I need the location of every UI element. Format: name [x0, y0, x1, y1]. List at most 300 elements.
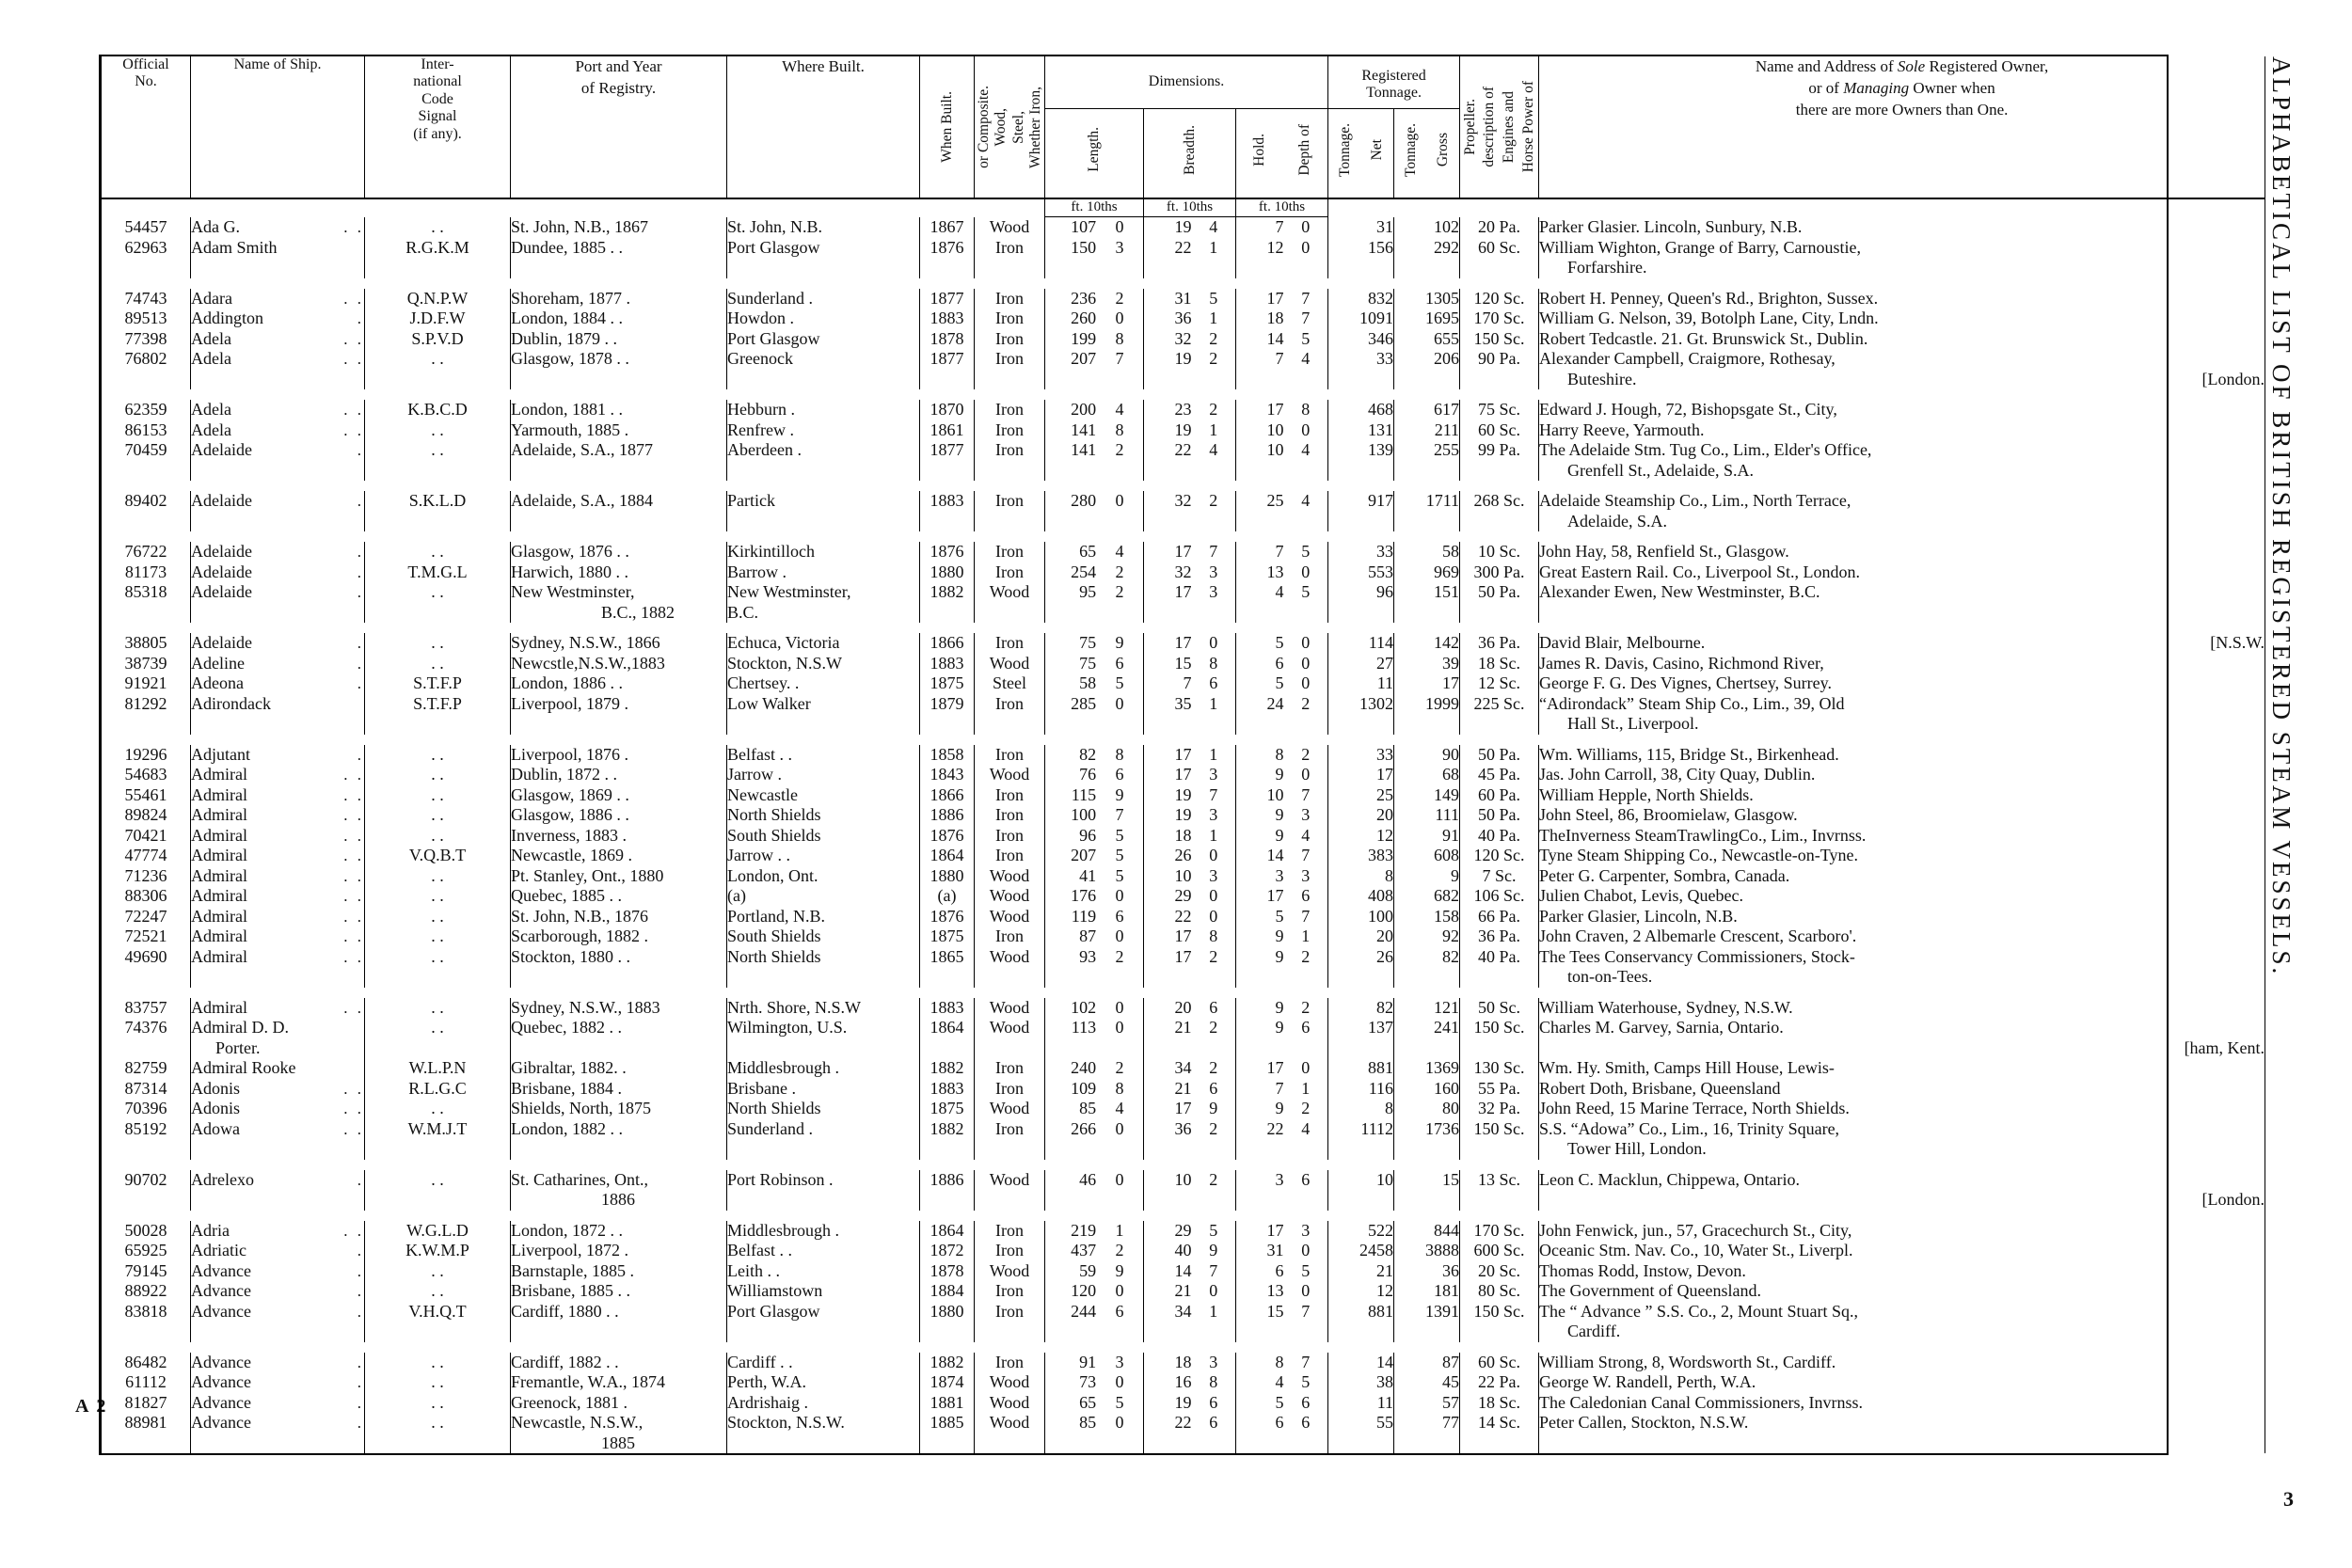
cell-port-of-registry: Newcastle, 1869 . [511, 846, 727, 866]
table-row[interactable] [102, 1281, 2265, 1302]
cell-code-signal: . . [365, 998, 511, 1019]
table-row[interactable] [102, 998, 2265, 1019]
owner-text: Buteshire. [1567, 369, 1637, 388]
header-breadth-text: Breadth. [1181, 124, 1198, 175]
header-owner-line1 [1539, 56, 2265, 78]
cell-horse-power: 22 Pa. [1460, 1372, 1539, 1393]
cell-depth [1236, 309, 1328, 329]
cell-owner [1539, 491, 2265, 512]
cell-material: Wood [975, 654, 1045, 674]
table-row[interactable] [102, 714, 2265, 735]
table-row[interactable] [102, 1058, 2265, 1079]
cell-length-ft: 107 [1071, 217, 1097, 236]
cell-material: Steel [975, 673, 1045, 694]
cell-depth-ft: 17 [1266, 886, 1284, 905]
header-owner-l1c: Registered Owner, [1925, 57, 2049, 75]
cell-breadth [1144, 1221, 1236, 1242]
ship-name-leader-dots: . . [343, 217, 364, 236]
cell-owner [1539, 461, 2265, 482]
cell-depth-ft: 10 [1266, 440, 1284, 459]
ship-name-text: Adeline [191, 653, 245, 673]
cell-official-no: 47774 [102, 846, 191, 866]
cell-net-tonnage: 33 [1328, 542, 1394, 562]
owner-catchword: [London. [2201, 369, 2265, 388]
cell-where-built: Jarrow . [727, 765, 920, 785]
cell-breadth-ft: 19 [1174, 217, 1192, 236]
table-row[interactable] [102, 1190, 2265, 1211]
cell-where-built [727, 1190, 920, 1211]
cell-breadth-tenths: 0 [1209, 633, 1218, 652]
header-length [1045, 109, 1144, 198]
table-row[interactable] [102, 1302, 2265, 1323]
owner-catchword: [N.S.W. [2210, 633, 2265, 652]
cell-breadth-tenths: 2 [1209, 946, 1218, 966]
table-row[interactable] [102, 927, 2265, 947]
cell-material: Iron [975, 1241, 1045, 1261]
cell-net-tonnage: 2458 [1328, 1241, 1394, 1261]
cell-depth-ft: 24 [1266, 693, 1284, 713]
cell-owner [1539, 400, 2265, 420]
cell-material: Iron [975, 1221, 1045, 1242]
cell-breadth-tenths: 7 [1209, 542, 1218, 561]
table-row[interactable] [102, 289, 2265, 309]
owner-text: S.S. “Adowa” Co., Lim., 16, Trinity Square, [1539, 1118, 1840, 1138]
cell-where-built: Port Glasgow [727, 1302, 920, 1323]
table-row[interactable] [102, 805, 2265, 826]
header-horse-power [1460, 56, 1539, 198]
ship-name-text: Adjutant [191, 744, 250, 764]
cell-horse-power: 300 Pa. [1460, 562, 1539, 583]
cell-material [975, 1139, 1045, 1160]
cell-gross-tonnage: 102 [1394, 217, 1460, 238]
cell-breadth-tenths: 2 [1209, 349, 1218, 368]
table-row[interactable] [102, 1018, 2265, 1038]
table-row[interactable] [102, 309, 2265, 329]
cell-when-built: 1864 [920, 1221, 975, 1242]
cell-owner [1539, 1099, 2265, 1119]
table-row[interactable] [102, 633, 2265, 654]
cell-official-no [102, 258, 191, 278]
table-row[interactable] [102, 1322, 2265, 1342]
cell-code-signal [365, 714, 511, 735]
cell-material [975, 461, 1045, 482]
cell-where-built: Wilmington, U.S. [727, 1018, 920, 1038]
cell-gross-tonnage: 45 [1394, 1372, 1460, 1393]
owner-text: ton-on-Tees. [1567, 967, 1653, 986]
table-row[interactable] [102, 512, 2265, 532]
cell-length-tenths: 0 [1115, 1018, 1124, 1037]
owner-text: The Government of Queensland. [1539, 1281, 1761, 1300]
cell-when-built: 1858 [920, 745, 975, 766]
header-port-line1: Port and Year [575, 57, 662, 75]
cell-ship-name [191, 258, 365, 278]
cell-code-signal: . . [365, 907, 511, 927]
table-row[interactable] [102, 1119, 2265, 1140]
table-row[interactable] [102, 258, 2265, 278]
cell-code-signal: . . [365, 654, 511, 674]
table-row[interactable] [102, 461, 2265, 482]
ship-name-leader-dots: . . [343, 1221, 364, 1240]
cell-depth [1236, 512, 1328, 532]
cell-depth [1236, 603, 1328, 624]
header-owner-l2b: Managing [1843, 78, 1910, 97]
ship-name-text: Advance [191, 1301, 251, 1321]
cell-material: Wood [975, 765, 1045, 785]
cell-net-tonnage: 1091 [1328, 309, 1394, 329]
cell-when-built: 1875 [920, 673, 975, 694]
cell-where-built: Barrow . [727, 562, 920, 583]
cell-material: Wood [975, 1170, 1045, 1191]
cell-port-of-registry: London, 1886 . . [511, 673, 727, 694]
cell-length [1045, 1079, 1144, 1100]
cell-length-tenths: 9 [1115, 1260, 1124, 1280]
cell-depth-tenths: 4 [1301, 440, 1311, 459]
table-row[interactable] [102, 420, 2265, 441]
cell-where-built: (a) [727, 886, 920, 907]
header-hp-line1: Horse Power of [1519, 81, 1536, 173]
header-owner-l2a: or of [1808, 78, 1844, 97]
table-row[interactable] [102, 238, 2265, 259]
cell-breadth [1144, 1322, 1236, 1342]
cell-net-tonnage [1328, 258, 1394, 278]
cell-when-built: 1872 [920, 1241, 975, 1261]
owner-text: Wm. Hy. Smith, Camps Hill House, Lewis- [1539, 1058, 1835, 1077]
cell-length [1045, 765, 1144, 785]
spacer-cell [102, 389, 2265, 400]
cell-material: Wood [975, 582, 1045, 603]
cell-breadth-tenths: 0 [1209, 1281, 1218, 1300]
table-row[interactable] [102, 1170, 2265, 1191]
cell-owner [1539, 1413, 2265, 1433]
cell-length [1045, 1433, 1144, 1454]
cell-material [975, 1433, 1045, 1454]
cell-material [975, 512, 1045, 532]
cell-owner [1539, 1281, 2265, 1302]
table-row[interactable] [102, 947, 2265, 968]
cell-breadth [1144, 846, 1236, 866]
cell-depth-tenths: 3 [1301, 805, 1311, 824]
table-row[interactable] [102, 491, 2265, 512]
cell-gross-tonnage [1394, 1190, 1460, 1211]
table-row[interactable] [102, 1433, 2265, 1454]
cell-breadth-tenths: 8 [1209, 927, 1218, 945]
cell-code-signal: R.G.K.M [365, 238, 511, 259]
cell-breadth-ft: 17 [1174, 633, 1192, 652]
cell-depth-tenths: 0 [1301, 1281, 1311, 1300]
table-row[interactable] [102, 745, 2265, 766]
cell-gross-tonnage [1394, 967, 1460, 988]
cell-breadth-tenths: 3 [1209, 865, 1218, 885]
cell-length-tenths: 0 [1115, 491, 1124, 510]
cell-length-ft: 75 [1079, 653, 1097, 673]
cell-where-built: Echuca, Victoria [727, 633, 920, 654]
cell-gross-tonnage [1394, 461, 1460, 482]
spacer-row [102, 1211, 2265, 1221]
cell-breadth [1144, 542, 1236, 562]
cell-when-built: 1876 [920, 907, 975, 927]
cell-breadth [1144, 785, 1236, 806]
cell-horse-power: 75 Sc. [1460, 400, 1539, 420]
table-row[interactable] [102, 329, 2265, 350]
cell-when-built: 1882 [920, 1353, 975, 1373]
table-row[interactable] [102, 785, 2265, 806]
ship-name-text: Adonis [191, 1078, 241, 1098]
cell-length-ft: 59 [1079, 1260, 1097, 1280]
cell-depth [1236, 947, 1328, 968]
cell-length [1045, 1099, 1144, 1119]
table-row[interactable] [102, 542, 2265, 562]
cell-official-no: 50028 [102, 1221, 191, 1242]
cell-length-tenths: 2 [1115, 582, 1124, 601]
cell-owner [1539, 1302, 2265, 1323]
table-row[interactable] [102, 1413, 2265, 1433]
header-material [975, 56, 1045, 198]
header-when-built [920, 56, 975, 198]
cell-horse-power: 60 Sc. [1460, 420, 1539, 441]
table-row[interactable] [102, 603, 2265, 624]
cell-net-tonnage: 114 [1328, 633, 1394, 654]
cell-depth-tenths: 0 [1301, 1058, 1311, 1077]
cell-length [1045, 745, 1144, 766]
cell-port-of-registry: Cardiff, 1882 . . [511, 1353, 727, 1373]
cell-depth-ft: 6 [1275, 1413, 1284, 1432]
cell-breadth-ft: 29 [1174, 886, 1192, 905]
cell-ship-name [191, 1058, 365, 1079]
table-row[interactable] [102, 582, 2265, 603]
cell-code-signal: K.W.M.P [365, 1241, 511, 1261]
cell-port-of-registry: London, 1881 . . [511, 400, 727, 420]
cell-net-tonnage: 12 [1328, 1281, 1394, 1302]
table-row[interactable] [102, 654, 2265, 674]
cell-ship-name [191, 1353, 365, 1373]
spacer-row [102, 988, 2265, 998]
cell-owner [1539, 998, 2265, 1019]
cell-ship-name [191, 217, 365, 238]
cell-code-signal: V.H.Q.T [365, 1302, 511, 1323]
table-row[interactable] [102, 765, 2265, 785]
cell-material: Wood [975, 947, 1045, 968]
ship-name-text: Adelaide [191, 542, 252, 561]
cell-gross-tonnage: 160 [1394, 1079, 1460, 1100]
cell-depth-tenths: 2 [1301, 946, 1311, 966]
table-row[interactable] [102, 1241, 2265, 1261]
cell-breadth-tenths: 7 [1209, 1260, 1218, 1280]
cell-breadth-tenths: 6 [1209, 1078, 1218, 1098]
cell-net-tonnage: 881 [1328, 1058, 1394, 1079]
spacer-row [102, 389, 2265, 400]
cell-depth-ft: 9 [1275, 1018, 1284, 1037]
cell-breadth-ft: 32 [1174, 328, 1192, 348]
owner-text: George W. Randell, Perth, W.A. [1539, 1372, 1756, 1391]
cell-depth [1236, 1099, 1328, 1119]
cell-where-built [727, 461, 920, 482]
table-row[interactable] [102, 1353, 2265, 1373]
cell-gross-tonnage: 206 [1394, 349, 1460, 370]
cell-breadth [1144, 745, 1236, 766]
cell-length [1045, 886, 1144, 907]
cell-code-signal [365, 603, 511, 624]
cell-code-signal [365, 1038, 511, 1059]
cell-owner [1539, 440, 2265, 461]
ship-name-text: Adowa [191, 1118, 240, 1138]
cell-ship-name [191, 846, 365, 866]
table-row[interactable] [102, 1221, 2265, 1242]
table-row[interactable] [102, 1038, 2265, 1059]
table-row[interactable] [102, 886, 2265, 907]
cell-length-tenths: 0 [1115, 1413, 1124, 1432]
cell-official-no: 72521 [102, 927, 191, 947]
cell-owner [1539, 1190, 2265, 1211]
cell-depth [1236, 1190, 1328, 1211]
cell-breadth-ft: 18 [1174, 825, 1192, 845]
owner-text: William Waterhouse, Sydney, N.S.W. [1539, 997, 1793, 1017]
ship-name-leader-dots: . . [343, 826, 364, 845]
cell-official-no: 81827 [102, 1393, 191, 1414]
table-row[interactable] [102, 967, 2265, 988]
cell-depth-tenths: 4 [1301, 1118, 1311, 1138]
ship-name-leader-dots: . [357, 1261, 364, 1280]
cell-when-built: 1880 [920, 866, 975, 887]
cell-length [1045, 1221, 1144, 1242]
cell-code-signal [365, 1322, 511, 1342]
cell-when-built: 1880 [920, 562, 975, 583]
table-row[interactable] [102, 217, 2265, 238]
owner-text: Edward J. Hough, 72, Bishopsgate St., City, [1539, 400, 1837, 419]
table-row[interactable] [102, 1099, 2265, 1119]
cell-owner [1539, 542, 2265, 562]
cell-breadth [1144, 1413, 1236, 1433]
cell-owner [1539, 654, 2265, 674]
cell-length-ft: 46 [1079, 1169, 1097, 1189]
cell-horse-power: 170 Sc. [1460, 1221, 1539, 1242]
cell-official-no: 74743 [102, 289, 191, 309]
table-row[interactable] [102, 846, 2265, 866]
cell-depth-tenths: 5 [1301, 582, 1311, 601]
cell-horse-power [1460, 1038, 1539, 1059]
cell-material: Iron [975, 694, 1045, 715]
cell-ship-name [191, 512, 365, 532]
cell-horse-power: 40 Pa. [1460, 826, 1539, 847]
header-owner-line3: there are more Owners than One. [1795, 100, 2009, 119]
cell-ship-name [191, 654, 365, 674]
ship-name-leader-dots: . . [343, 1119, 364, 1138]
cell-depth-ft: 17 [1266, 1220, 1284, 1240]
table-row[interactable] [102, 400, 2265, 420]
ship-name-text: Advance [191, 1372, 251, 1391]
cell-port-of-registry: Scarborough, 1882 . [511, 927, 727, 947]
cell-depth [1236, 1170, 1328, 1191]
table-row[interactable] [102, 907, 2265, 927]
cell-length-tenths: 2 [1115, 1241, 1124, 1259]
cell-code-signal: W.G.L.D [365, 1221, 511, 1242]
ship-name-text: Admiral [191, 846, 247, 864]
cell-gross-tonnage: 149 [1394, 785, 1460, 806]
table-row[interactable] [102, 1261, 2265, 1282]
cell-breadth [1144, 1099, 1236, 1119]
table-row[interactable] [102, 826, 2265, 847]
table-row[interactable] [102, 349, 2265, 370]
table-row[interactable] [102, 673, 2265, 694]
owner-text: Alexander Campbell, Craigmore, Rothesay, [1539, 349, 1836, 368]
cell-length-ft: 95 [1079, 582, 1097, 601]
cell-net-tonnage: 26 [1328, 947, 1394, 968]
cell-official-no: 88306 [102, 886, 191, 907]
cell-breadth [1144, 309, 1236, 329]
cell-breadth [1144, 998, 1236, 1019]
cell-depth-tenths: 0 [1301, 420, 1311, 439]
cell-port-of-registry: Adelaide, S.A., 1877 [511, 440, 727, 461]
cell-material [975, 1038, 1045, 1059]
cell-material: Wood [975, 998, 1045, 1019]
cell-breadth-tenths: 0 [1209, 846, 1218, 864]
cell-material: Iron [975, 1079, 1045, 1100]
cell-when-built: 1865 [920, 947, 975, 968]
cell-where-built: Nrth. Shore, N.S.W [727, 998, 920, 1019]
cell-gross-tonnage: 91 [1394, 826, 1460, 847]
cell-official-no: 83818 [102, 1302, 191, 1323]
cell-owner [1539, 289, 2265, 309]
cell-horse-power: 130 Sc. [1460, 1058, 1539, 1079]
ship-name-text: Ada G. [191, 216, 240, 236]
ship-name-leader-dots: . [357, 654, 364, 673]
cell-breadth-ft: 36 [1174, 1118, 1192, 1138]
cell-breadth-ft: 17 [1174, 582, 1192, 601]
cell-where-built: Stockton, N.S.W [727, 654, 920, 674]
cell-ship-name [191, 1302, 365, 1323]
cell-gross-tonnage [1394, 1433, 1460, 1454]
cell-depth-tenths: 3 [1301, 865, 1311, 885]
cell-horse-power: 60 Sc. [1460, 1353, 1539, 1373]
cell-material: Wood [975, 1393, 1045, 1414]
cell-gross-tonnage: 158 [1394, 907, 1460, 927]
cell-official-no [102, 967, 191, 988]
cell-length [1045, 1372, 1144, 1393]
cell-length [1045, 603, 1144, 624]
table-row[interactable] [102, 1139, 2265, 1160]
cell-owner [1539, 217, 2265, 238]
cell-ship-name [191, 289, 365, 309]
table-row[interactable] [102, 370, 2265, 390]
cell-port-of-registry: London, 1882 . . [511, 1119, 727, 1140]
table-row[interactable] [102, 1372, 2265, 1393]
cell-depth-tenths: 2 [1301, 744, 1311, 764]
cell-code-signal: . . [365, 785, 511, 806]
cell-code-signal [365, 967, 511, 988]
cell-breadth-ft: 32 [1174, 491, 1192, 510]
table-row[interactable] [102, 1079, 2265, 1100]
cell-gross-tonnage [1394, 1038, 1460, 1059]
header-port-of-registry [511, 56, 727, 198]
cell-depth-ft: 6 [1275, 1260, 1284, 1280]
table-row[interactable] [102, 694, 2265, 715]
cell-breadth-tenths: 3 [1209, 1352, 1218, 1371]
cell-breadth [1144, 400, 1236, 420]
table-row[interactable] [102, 866, 2265, 887]
table-row[interactable] [102, 1393, 2265, 1414]
cell-breadth-ft: 22 [1174, 440, 1192, 459]
cell-official-no: 72247 [102, 907, 191, 927]
cell-breadth-tenths: 0 [1209, 906, 1218, 926]
cell-when-built: 1883 [920, 654, 975, 674]
cell-port-of-registry [511, 512, 727, 532]
cell-depth-tenths: 0 [1301, 633, 1311, 652]
cell-length-ft: 119 [1071, 906, 1097, 926]
table-row[interactable] [102, 562, 2265, 583]
table-row[interactable] [102, 440, 2265, 461]
cell-gross-tonnage: 211 [1394, 420, 1460, 441]
cell-owner [1539, 947, 2265, 968]
cell-breadth [1144, 805, 1236, 826]
